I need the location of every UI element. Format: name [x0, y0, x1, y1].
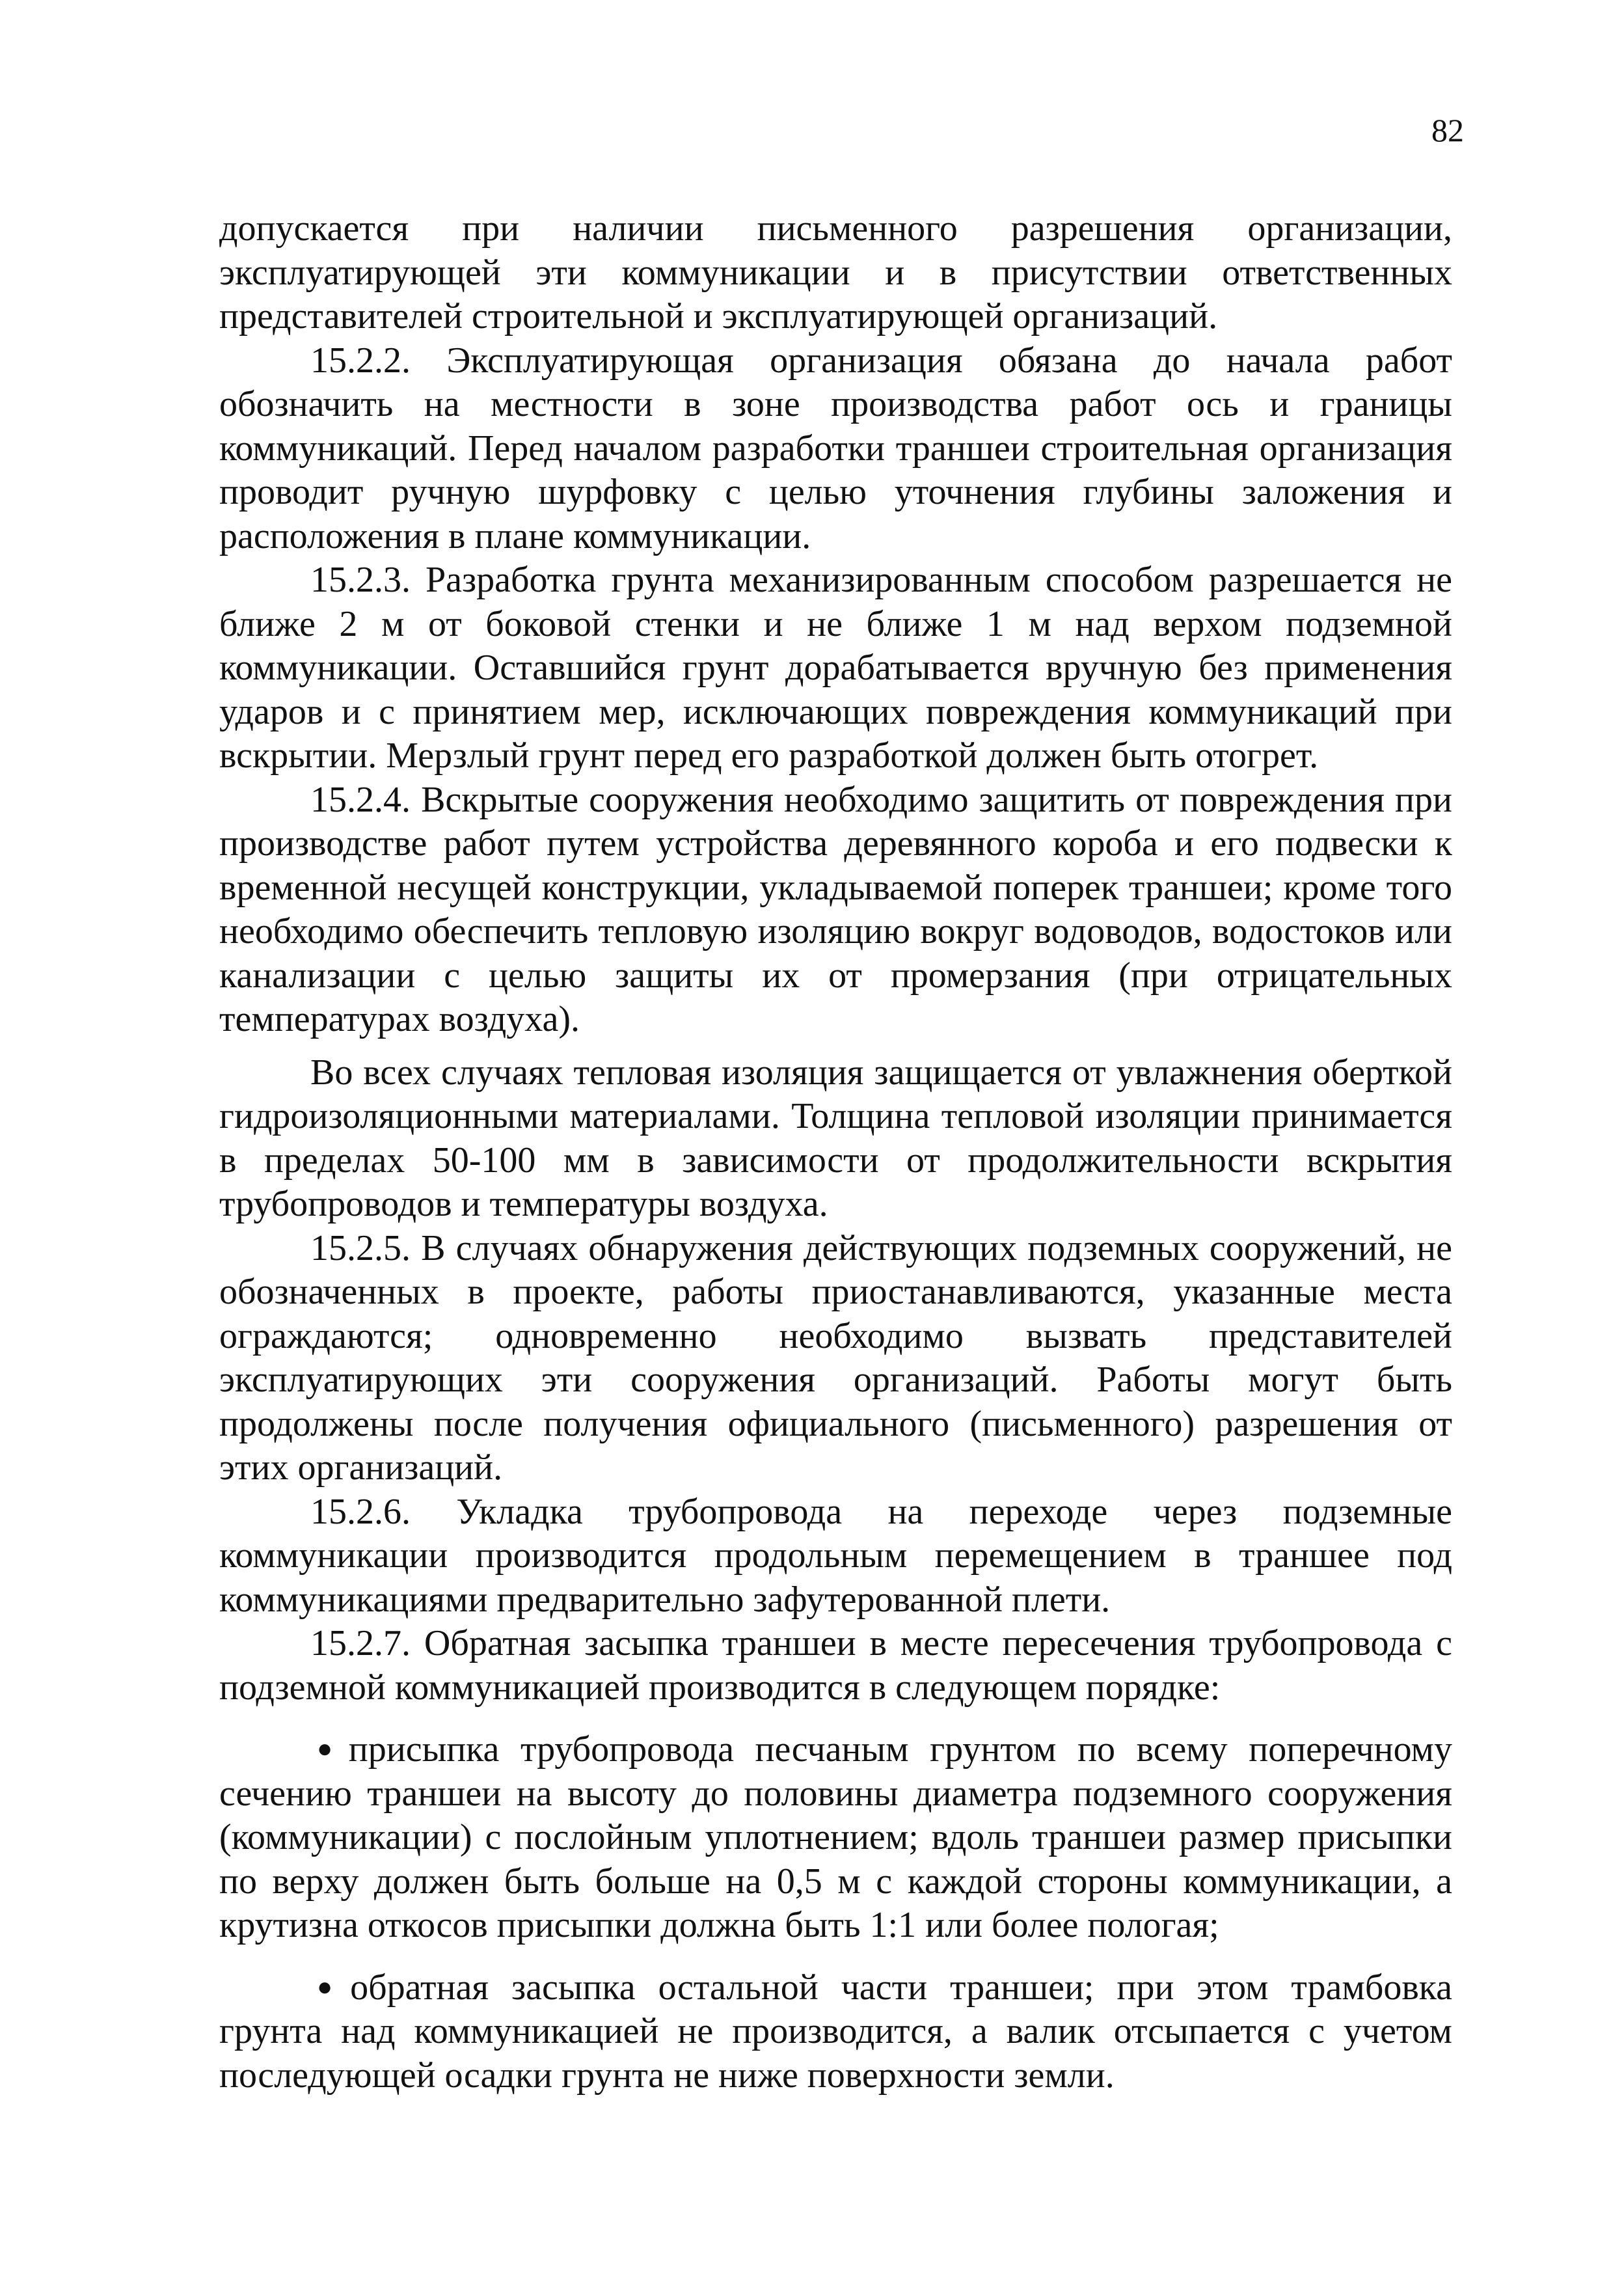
paragraph-15-2-7: 15.2.7. Обратная засыпка траншеи в месте пересечения трубопровода с подземной коммуникацией производится в следующем порядке:: [219, 1623, 1452, 1708]
paragraph-insulation: Во всех случаях тепловая изоляция защищается от увлажнения оберткой гидроизоляционными материалами. Толщина тепловой изоляции принимается в пределах 50-100 мм в зависимости от продолжительности вскрытия трубопроводов и температуры воздуха.: [219, 1052, 1452, 1224]
list-item-text: присыпка трубопровода песчаным грунтом по всему поперечному сечению траншеи на высоту до половины диаметра подземного сооружения (коммуникации) с послойным уплотнением; вдоль траншеи размер присыпки по верху должен быть больше на 0,5 м с каждой стороны коммуникации, а крутизна откосов присыпки должна быть 1:1 или более пологая;: [219, 1729, 1452, 1945]
paragraph-15-2-4: 15.2.4. Вскрытые сооружения необходимо защитить от повреждения при производстве работ путем устройства деревянного короба и его подвески к временной несущей конструкции, укладываемой поперек траншеи; кроме того необходимо обеспечить тепловую изоляцию вокруг водоводов, водостоков или канализации с целью защиты их от промерзания (при отрицательных температурах воздуха).: [219, 779, 1452, 1039]
paragraph-15-2-2: 15.2.2. Эксплуатирующая организация обязана до начала работ обозначить на местности в зоне производства работ ось и границы коммуникаций. Перед началом разработки траншеи строительная организация проводит ручную шурфовку с целью уточнения глубины заложения и расположения в плане коммуникации.: [219, 340, 1452, 556]
bullet-icon: ●: [317, 1734, 345, 1763]
paragraph-15-2-5: 15.2.5. В случаях обнаружения действующих подземных сооружений, не обозначенных в проекте, работы приостанавливаются, указанные места ограждаются; одновременно необходимо вызвать представителей эксплуатирующих эти сооружения организаций. Работы могут быть продолжены после получения официального (письменного) разрешения от этих организаций.: [219, 1227, 1452, 1488]
page-number: 82: [1431, 112, 1464, 148]
list-item: [219, 1965, 1452, 2098]
paragraph-15-2-3: 15.2.3. Разработка грунта механизированным способом разрешается не ближе 2 м от боковой стенки и не ближе 1 м над верхом подземной коммуникации. Оставшийся грунт дорабатывается вручную без применения ударов и с принятием мер, исключающих повреждения коммуникаций при вскрытии. Мерзлый грунт перед его разработкой должен быть отогрет.: [219, 560, 1452, 776]
list-item: [219, 1727, 1452, 1948]
list-item-text: обратная засыпка остальной части траншеи; при этом трамбовка грунта над коммуникацией не производится, а валик отсыпается с учетом последующей осадки грунта не ниже поверхности земли.: [219, 1967, 1452, 2096]
bullet-icon: ●: [317, 1971, 347, 2001]
document-body: [219, 207, 1452, 2098]
paragraph-15-2-6: 15.2.6. Укладка трубопровода на переходе через подземные коммуникации производится продольным перемещением в траншее под коммуникациями предварительно зафутерованной плети.: [219, 1491, 1452, 1620]
paragraph-continuation: допускается при наличии письменного разрешения организации, эксплуатирующей эти коммуникации и в присутствии ответственных представителей строительной и эксплуатирующей организаций.: [219, 208, 1452, 336]
